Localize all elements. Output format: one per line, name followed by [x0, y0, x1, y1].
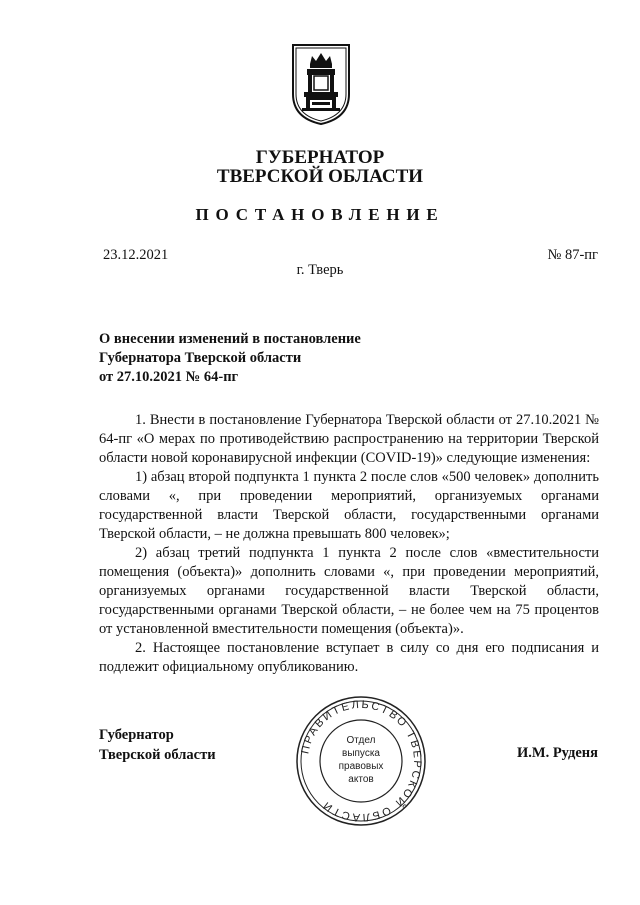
coat-of-arms-emblem [290, 42, 352, 126]
stamp-ring-text: ПРАВИТЕЛЬСТВО ТВЕРСКОЙ ОБЛАСТИ [299, 698, 424, 824]
official-stamp [292, 694, 430, 828]
document-subject [99, 330, 361, 387]
signatory-position [99, 725, 216, 765]
document-type-heading: ПОСТАНОВЛЕНИЕ [195, 205, 445, 224]
subject-line: Губернатора Тверской области [99, 350, 302, 366]
document-number: № 87-пг [547, 247, 598, 263]
signatory-name: И.М. Руденя [516, 745, 598, 761]
document-city: г. Тверь [296, 262, 344, 278]
body-paragraph: 2. Настоящее постановление вступает в силу со дня его подписания и подлежит официальному опубликованию. [99, 640, 599, 675]
header-title-line2: ТВЕРСКОЙ ОБЛАСТИ [216, 166, 424, 187]
stamp-inner-line4: актов [348, 774, 374, 785]
document-date: 23.12.2021 [103, 247, 169, 263]
stamp-inner-line2: выпуска [342, 748, 380, 759]
header-title-line1: ГУБЕРНАТОР [255, 147, 385, 168]
body-paragraph: 1) абзац второй подпункта 1 пункта 2 после слов «500 человек» дополнить словами «, при проведении мероприятий, организуемых органами государственной власти Тверской области, государственными органами Тверской области, – не должна превышать 800 человек»; [99, 469, 599, 542]
subject-line: от 27.10.2021 № 64-пг [99, 369, 239, 385]
body-paragraph: 1. Внести в постановление Губернатора Тверской области от 27.10.2021 № 64-пг «О мерах по противодействию распространению на территории Тверской области новой коронавирусной инфекции (COVID-19)» следующие изменения: [99, 412, 599, 466]
signatory-position-line2: Тверской области [99, 747, 216, 763]
subject-line: О внесении изменений в постановление [99, 331, 361, 347]
body-paragraph: 2) абзац третий подпункта 1 пункта 2 после слов «вместительности помещения (объекта)» дополнить словами «, при проведении мероприятий, организуемых органами государственной власти Тверской области, государственными органами Тверской области, – не более чем на 75 процентов от установленной вместительности помещения (объекта)». [99, 545, 599, 637]
stamp-inner-line1: Отдел [346, 735, 376, 746]
stamp-inner-line3: правовых [338, 761, 384, 772]
document-body [99, 411, 599, 677]
signatory-position-line1: Губернатор [99, 727, 174, 743]
